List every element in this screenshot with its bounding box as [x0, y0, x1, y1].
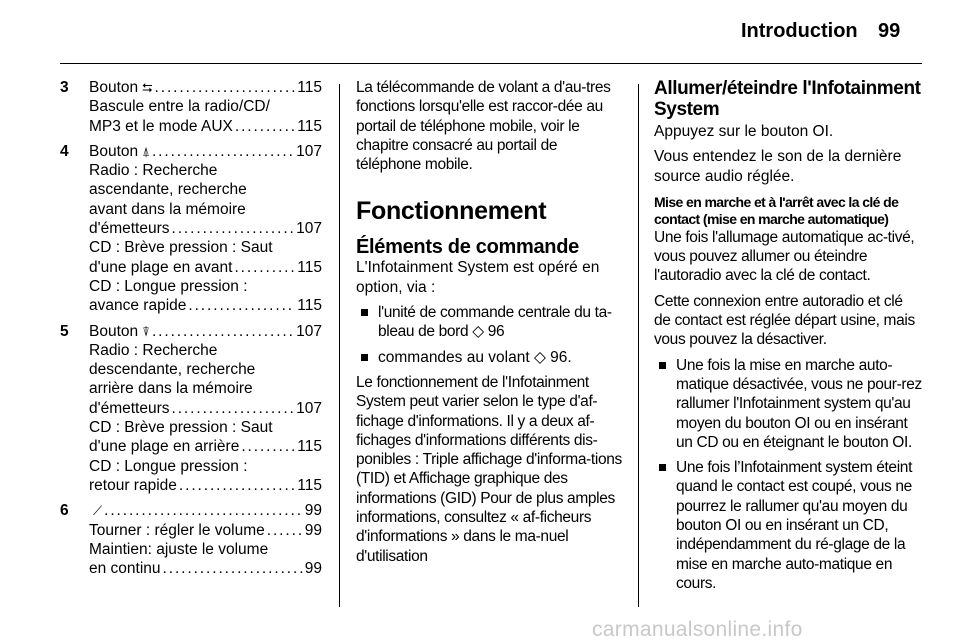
item-line	[89, 476, 322, 495]
item-text: Bouton ⍒	[89, 322, 150, 340]
page-reference: 107	[296, 399, 322, 417]
column-operation	[356, 78, 624, 572]
ignition-paragraph: Une fois l'allumage automatique ac-tivé, vous pouvez allumer ou éteindre l'autoradio avec la clé de contact.	[654, 228, 915, 285]
item-line	[89, 501, 322, 520]
list-item: Une fois l’Infotainment system éteint quand le contact est coupé, vous ne pourrez le rallumer qu'au moyen du bouton OI ou en insérant un CD, indépendamment du ré-glage de la mise en marche auto-matique en cours.	[659, 458, 922, 593]
ignition-paragraph: Cette connexion entre autoradio et clé de contact est réglée départ usine, mais vous pouvez la désactiver.	[654, 292, 915, 349]
dot-leader	[179, 476, 295, 495]
item-text	[89, 501, 102, 520]
dot-leader	[163, 559, 303, 578]
list-item: commandes au volant ◇ 96.	[361, 348, 624, 367]
power-paragraph: Vous entendez le son de la dernière source audio réglée.	[654, 148, 902, 185]
item-line	[89, 457, 322, 476]
item-line	[89, 437, 322, 456]
page-reference: 99	[304, 560, 322, 578]
item-text: Tourner : régler le volume	[89, 521, 265, 539]
dot-leader	[234, 258, 295, 277]
item-text: ascendante, recherche	[89, 181, 247, 199]
page-reference: 115	[297, 117, 322, 135]
item-line	[89, 418, 322, 437]
item-text: CD : Longue pression :	[89, 457, 248, 475]
control-item	[60, 142, 322, 316]
item-line	[89, 360, 322, 379]
item-line	[89, 521, 322, 540]
item-text: descendante, recherche	[89, 361, 256, 379]
item-text: CD : Brève pression : Saut	[89, 419, 273, 437]
item-number: 3	[60, 79, 69, 96]
item-number: 5	[60, 322, 69, 340]
item-text: MP3 et le mode AUX	[89, 117, 233, 135]
column-divider-2	[638, 84, 639, 607]
item-text: Bouton ⮀	[89, 79, 153, 96]
item-text: d'émetteurs	[89, 399, 170, 417]
page-reference: 99	[304, 502, 322, 520]
item-line	[89, 142, 322, 161]
item-text: arrière dans la mémoire	[89, 380, 253, 398]
item-line	[89, 117, 322, 136]
header-divider	[60, 63, 922, 64]
dot-leader	[241, 437, 295, 456]
control-item	[60, 322, 322, 496]
item-text: Bascule entre la radio/CD/	[89, 98, 270, 116]
page-reference: 115	[297, 297, 322, 315]
item-line	[89, 200, 322, 219]
dot-leader	[172, 399, 295, 418]
dot-leader	[104, 501, 303, 520]
operation-intro: L'Infotainment System est opéré en option, via :	[356, 259, 600, 296]
list-item: Une fois la mise en marche auto-matique désactivée, vous ne pour-rez rallumer l'Infotainment system qu'au moyen du bouton OI ou en insérant un CD ou en éteignant le bouton OI.	[659, 356, 922, 452]
column-power	[654, 78, 922, 599]
page-reference: 107	[296, 142, 322, 160]
item-text: en continu	[89, 560, 161, 578]
dot-leader	[188, 296, 295, 315]
control-item	[60, 501, 322, 578]
dot-leader	[172, 219, 295, 238]
item-text: CD : Longue pression :	[89, 277, 248, 295]
section-heading: Fonctionnement	[356, 197, 547, 226]
column-divider-1	[339, 84, 340, 607]
dot-leader	[235, 117, 295, 136]
dot-leader	[152, 142, 294, 161]
page-number: 99	[878, 20, 901, 42]
list-item: l'unité de commande centrale du ta-bleau de bord ◇ 96	[361, 303, 624, 342]
item-text: Bouton ⍋	[89, 142, 150, 160]
item-line	[89, 540, 322, 559]
item-line	[89, 296, 322, 315]
item-number: 4	[60, 142, 69, 160]
item-text: d'une plage en avant	[89, 258, 233, 276]
item-text: CD : Brève pression : Saut	[89, 239, 273, 257]
item-number: 6	[60, 502, 69, 520]
page-reference: 107	[296, 220, 322, 238]
subsection-heading: Éléments de commande	[356, 236, 579, 259]
page-reference: 115	[297, 476, 322, 494]
button-symbol-icon: ⟋	[93, 503, 103, 519]
item-line	[89, 97, 322, 116]
item-line	[89, 559, 322, 578]
item-text: retour rapide	[89, 476, 177, 494]
page-reference: 115	[297, 438, 322, 456]
watermark: carmanualsonline.info	[592, 618, 803, 641]
power-paragraph: Appuyez sur le bouton OI.	[654, 123, 834, 140]
item-line	[89, 180, 322, 199]
item-line	[89, 78, 322, 97]
item-text: d'émetteurs	[89, 220, 170, 238]
item-line	[89, 379, 322, 398]
item-line	[89, 399, 322, 418]
item-line	[89, 341, 322, 360]
page-reference: 115	[297, 258, 322, 276]
button-symbol-icon: ⍋	[142, 143, 150, 159]
page-reference: 99	[304, 521, 322, 539]
ignition-subheading: Mise en marche et à l'arrêt avec la clé de contact (mise en marche automatique)	[654, 193, 899, 227]
item-line	[89, 277, 322, 296]
item-text: Radio : Recherche	[89, 162, 218, 180]
item-line	[89, 161, 322, 180]
item-text: avance rapide	[89, 297, 187, 315]
controls-list	[60, 78, 322, 584]
item-text: d'une plage en arrière	[89, 438, 240, 456]
dot-leader	[155, 78, 296, 97]
item-line	[89, 219, 322, 238]
item-text: Maintien: ajuste le volume	[89, 540, 269, 558]
item-text: Radio : Recherche	[89, 341, 218, 359]
dot-leader	[152, 322, 294, 341]
page-reference: 115	[297, 79, 322, 96]
power-heading: Allumer/éteindre l'Infotainment System	[654, 78, 921, 120]
dot-leader	[267, 521, 303, 540]
item-line	[89, 258, 322, 277]
display-types-paragraph: Le fonctionnement de l'Infotainment System peut varier selon le type d'af-fichage d'informations. Il y a deux af-fichages d'informations différents dis-ponibles : Triple affichage d'informa-tions (TID) et Affichage graphique des informations (GID) Pour de plus amples informations, consultez « af-ficheurs d'informations » dans le ma-nuel d'utilisation	[356, 373, 622, 565]
item-line	[89, 238, 322, 257]
button-symbol-icon: ⮀	[142, 80, 153, 95]
item-text: avant dans la mémoire	[89, 200, 246, 218]
button-symbol-icon: ⍒	[142, 323, 150, 339]
page-reference: 107	[296, 322, 322, 340]
item-line	[89, 322, 322, 341]
steering-remote-paragraph: La télécommande de volant a d'au-tres fonctions lorsqu'elle est raccor-dée au portail de téléphone mobile, voir le chapitre consacré au portail de téléphone mobile.	[356, 79, 611, 174]
control-item	[60, 78, 322, 136]
page-header-title: Introduction	[741, 20, 858, 42]
